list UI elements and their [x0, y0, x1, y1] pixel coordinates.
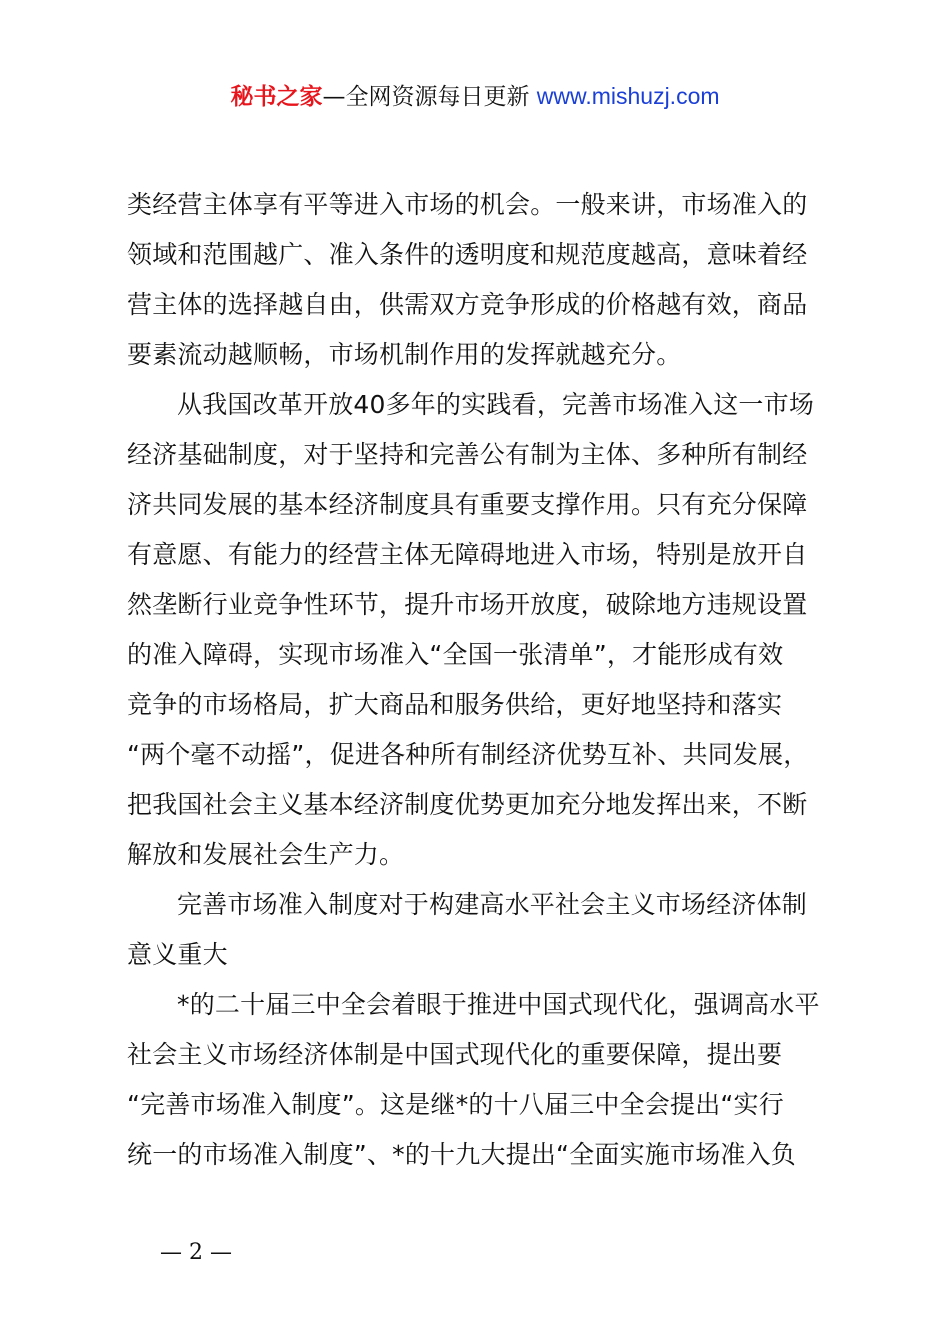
brand-name: 秘书之家 — [230, 84, 323, 110]
text-line: 要素流动越顺畅，市场机制作用的发挥就越充分。 — [127, 340, 682, 369]
text-line: *的二十届三中全会着眼于推进中国式现代化，强调高水平 — [177, 990, 820, 1019]
text-line: 有意愿、有能力的经营主体无障碍地进入市场，特别是放开自 — [127, 540, 808, 569]
text-line: 的准入障碍，实现市场准入“全国一张清单”，才能形成有效 — [127, 640, 784, 669]
header-tagline: —全网资源每日更新 — [322, 84, 537, 110]
text-line: “两个毫不动摇”，促进各种所有制经济优势互补、共同发展， — [127, 740, 809, 769]
text-line: 解放和发展社会生产力。 — [127, 840, 405, 869]
site-header — [0, 80, 950, 113]
text-line: 竞争的市场格局，扩大商品和服务供给，更好地坚持和落实 — [127, 690, 783, 719]
text-line: 把我国社会主义基本经济制度优势更加充分地发挥出来，不断 — [127, 790, 808, 819]
page-number: — 2 — — [160, 1240, 232, 1265]
text-line: 社会主义市场经济体制是中国式现代化的重要保障，提出要 — [127, 1040, 783, 1069]
text-line: 济共同发展的基本经济制度具有重要支撑作用。只有充分保障 — [127, 490, 808, 519]
text-line: 经济基础制度，对于坚持和完善公有制为主体、多种所有制经 — [127, 440, 808, 469]
text-line: 类经营主体享有平等进入市场的机会。一般来讲，市场准入的 — [127, 190, 808, 219]
text-line: 领域和范围越广、准入条件的透明度和规范度越高，意味着经 — [127, 240, 808, 269]
text-line: “完善市场准入制度”。这是继*的十八届三中全会提出“实行 — [127, 1090, 784, 1119]
text-line: 统一的市场准入制度”、*的十九大提出“全面实施市场准入负 — [127, 1140, 797, 1169]
site-url-link[interactable]: www.mishuzj.com — [536, 83, 720, 109]
text-line: 营主体的选择越自由，供需双方竞争形成的价格越有效，商品 — [127, 290, 808, 319]
text-line: 从我国改革开放40多年的实践看，完善市场准入这一市场 — [177, 390, 815, 419]
text-line: 然垄断行业竞争性环节，提升市场开放度，破除地方违规设置 — [127, 590, 808, 619]
document-body — [127, 180, 837, 1180]
section-heading-line: 完善市场准入制度对于构建高水平社会主义市场经济体制 — [177, 890, 808, 919]
section-heading-line: 意义重大 — [127, 940, 228, 969]
